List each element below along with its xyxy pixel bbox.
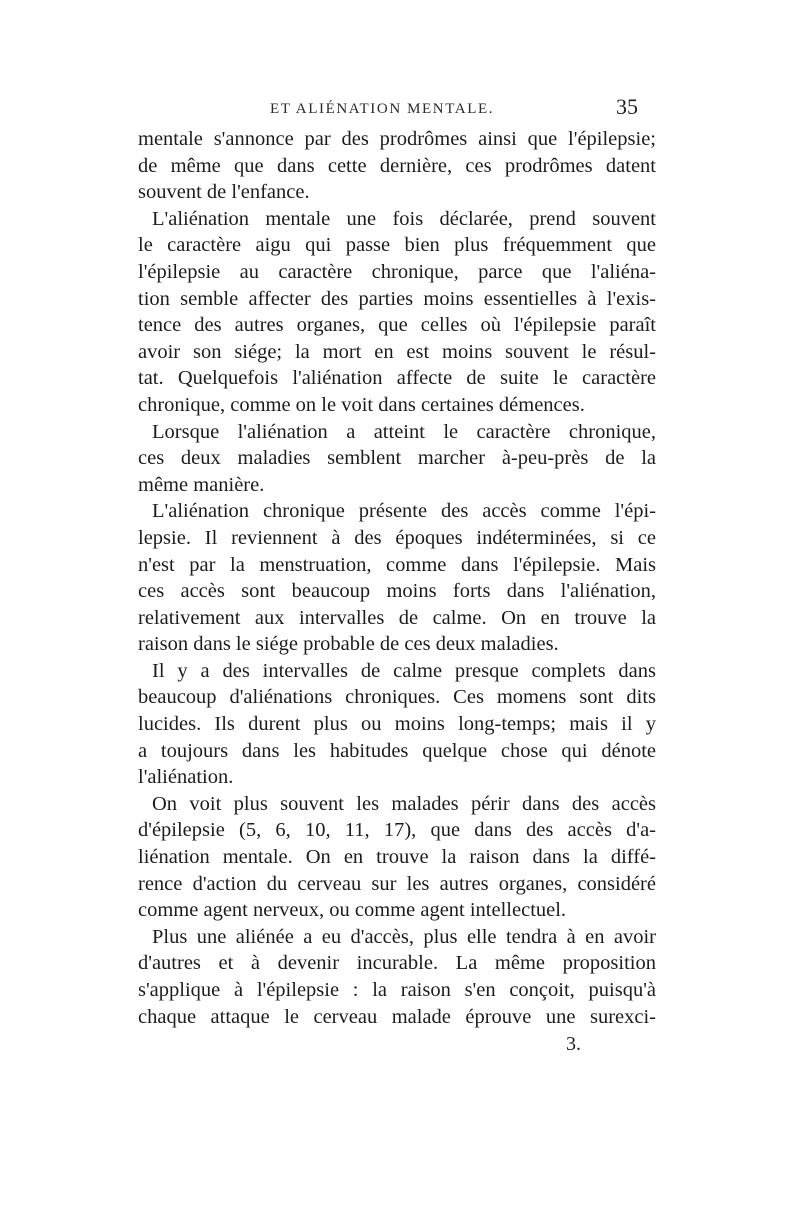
text-line: Lorsque l'aliénation a atteint le caractère chronique,	[152, 420, 656, 443]
text-line: chaque attaque le cerveau malade éprouve une surexci-	[138, 1005, 656, 1028]
text-line: ces accès sont beaucoup moins forts dans l'aliénation,	[138, 580, 656, 603]
text-line: raison dans le siége probable de ces deux maladies.	[138, 633, 559, 656]
running-head: ET ALIÉNATION MENTALE.	[270, 101, 495, 117]
text-line: L'aliénation chronique présente des accès comme l'épi-	[152, 500, 656, 523]
page-number: 35	[616, 94, 638, 119]
signature-mark: 3.	[566, 1033, 581, 1055]
text-line: liénation mentale. On en trouve la raison dans la diffé-	[138, 846, 656, 869]
text-line: relativement aux intervalles de calme. On en trouve la	[138, 606, 656, 629]
text-line: d'épilepsie (5, 6, 10, 11, 17), que dans des accès d'a-	[138, 819, 656, 842]
text-line: même manière.	[138, 473, 265, 496]
text-line: tion semble affecter des parties moins essentielles à l'exis-	[138, 287, 656, 310]
text-line: a toujours dans les habitudes quelque chose qui dénote	[138, 739, 656, 762]
text-line: avoir son siége; la mort en est moins souvent le résul-	[138, 340, 656, 363]
text-line: tat. Quelquefois l'aliénation affecte de suite le caractère	[138, 367, 656, 390]
text-line: d'autres et à devenir incurable. La même proposition	[138, 952, 656, 975]
body-text	[138, 126, 656, 1030]
text-line: le caractère aigu qui passe bien plus fréquemment que	[138, 234, 656, 257]
text-line: n'est par la menstruation, comme dans l'épilepsie. Mais	[138, 553, 656, 576]
text-line: Plus une aliénée a eu d'accès, plus elle tendra à en avoir	[152, 925, 656, 948]
text-line: lucides. Ils durent plus ou moins long-temps; mais il y	[138, 713, 656, 736]
text-line: rence d'action du cerveau sur les autres organes, considéré	[138, 872, 656, 895]
text-line: mentale s'annonce par des prodrômes ainsi que l'épilepsie;	[138, 128, 656, 150]
text-line: comme agent nerveux, ou comme agent intellectuel.	[138, 899, 567, 922]
text-line: lepsie. Il reviennent à des époques indéterminées, si ce	[138, 526, 656, 549]
text-line: souvent de l'enfance.	[138, 181, 310, 204]
text-line: tence des autres organes, que celles où l'épilepsie paraît	[138, 314, 656, 337]
text-line: l'aliénation.	[138, 766, 234, 789]
text-line: s'applique à l'épilepsie : la raison s'en conçoit, puisqu'à	[138, 979, 656, 1001]
text-line: beaucoup d'aliénations chroniques. Ces momens sont dits	[138, 686, 656, 709]
text-line: L'aliénation mentale une fois déclarée, prend souvent	[152, 207, 656, 230]
text-line: On voit plus souvent les malades périr dans des accès	[152, 792, 656, 815]
text-line: Il y a des intervalles de calme presque complets dans	[152, 659, 656, 682]
text-line: chronique, comme on le voit dans certaines démences.	[138, 393, 585, 416]
text-line: de même que dans cette dernière, ces prodrômes datent	[138, 154, 656, 177]
text-line: ces deux maladies semblent marcher à-peu-près de la	[138, 447, 656, 470]
text-line: l'épilepsie au caractère chronique, parce que l'aliéna-	[138, 260, 656, 283]
